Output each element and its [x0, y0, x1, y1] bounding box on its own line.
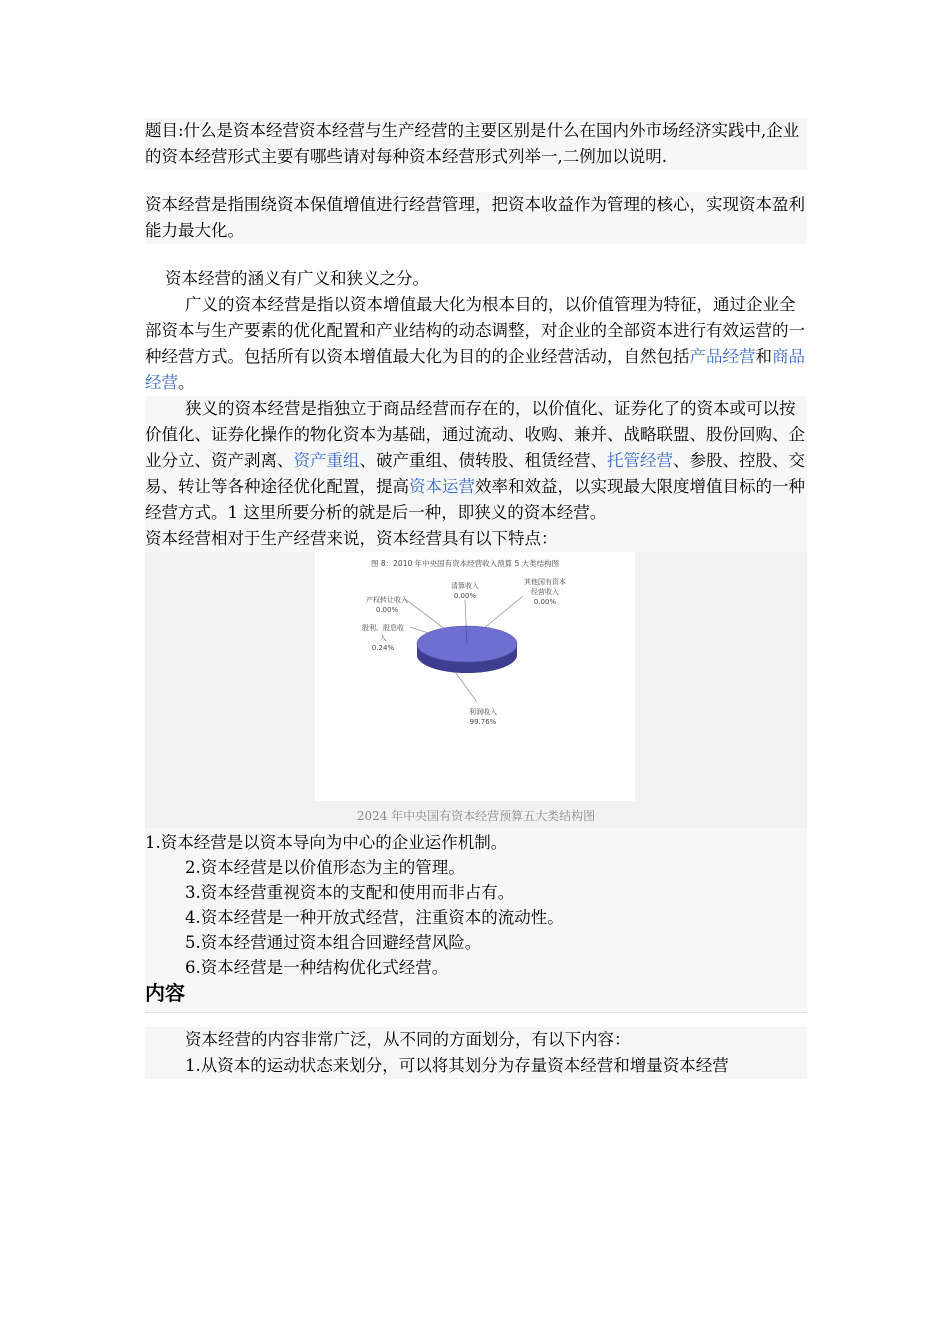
label-property: 产权转让收入: [366, 596, 408, 604]
label-other-2: 经营收入: [531, 588, 559, 596]
question-paragraph: 题目:什么是资本经营资本经营与生产经营的主要区别是什么在国内外市场经济实践中,企业的资本经营形式主要有哪些请对每种资本经营形式列举一,二例加以说明.: [145, 118, 807, 170]
definition-paragraph: 资本经营是指围绕资本保值增值进行经营管理，把资本收益作为管理的核心，实现资本盈利能力最大化。: [145, 192, 807, 244]
label-dividend-2: 入: [379, 634, 387, 642]
label-profit: 利润收入: [469, 708, 497, 716]
content-intro: 资本经营的内容非常广泛，从不同的方面划分，有以下内容：: [185, 1030, 631, 1049]
broad-text: 广义的资本经营是指以资本增值最大化为根本目的，以价值管理为特征，通过企业全部资本与生产要素的优化配置和产业结构的动态调整，对企业的全部资本进行有效运营的一种经营方式。包括所有以资本增值最大化为目的的企业经营活动，自然包括: [145, 295, 805, 366]
content-heading: 内容: [145, 980, 807, 1013]
feature-item-3: 3.资本经营重视资本的支配和使用而非占有。: [185, 883, 515, 902]
document-body: [145, 118, 807, 1079]
features-list: [145, 828, 807, 980]
broad-join: 和: [755, 347, 772, 366]
asset-restructuring-link[interactable]: 资产重组: [293, 451, 360, 470]
commodity-operation-link[interactable]: 商品经营: [145, 347, 805, 392]
label-other: 其他国有资本: [524, 578, 566, 586]
feature-item-5: 5.资本经营通过资本组合回避经营风险。: [185, 933, 482, 952]
narrow-part1: 狭义的资本经营是指独立于商品经营而存在的，以价值化、证券化了的资本或可以按价值化、证券化操作的物化资本为基础，通过流动、收购、兼并、战略联盟、股份回购、企业分立、资产剥离、: [145, 399, 805, 470]
leader-line-profit: [455, 672, 477, 702]
narrow-part3: 、参股、控股、交易、转让等各种途径优化配置，提高: [145, 451, 805, 496]
label-clearance: 清算收入: [451, 582, 479, 590]
scope-intro: 资本经营的涵义有广义和狭义之分。: [165, 269, 429, 288]
content-item-1: 1.从资本的运动状态来划分，可以将其划分为存量资本经营和增量资本经营: [185, 1056, 729, 1075]
narrow-part2: 、破产重组、债转股、租赁经营、: [359, 451, 607, 470]
value-property: 0.00%: [375, 606, 399, 614]
feature-item-1: 1.资本经营是以资本导向为中心的企业运作机制。: [145, 833, 508, 852]
product-operation-link[interactable]: 产品经营: [689, 347, 756, 366]
broad-end: 。: [178, 373, 195, 392]
features-intro: 资本经营相对于生产经营来说，资本经营具有以下特点：: [145, 526, 807, 552]
broad-paragraph: [145, 292, 807, 396]
narrow-part4: 效率和效益，以实现最大限度增值目标的一种经营方式。1 这里所要分析的就是后一种，即狭义的资本经营。: [145, 477, 805, 522]
trust-operation-link[interactable]: 托管经营: [607, 451, 673, 470]
narrow-paragraph: [145, 396, 807, 526]
value-clearance: 0.00%: [453, 592, 477, 600]
feature-item-2: 2.资本经营是以价值形态为主的管理。: [185, 858, 465, 877]
feature-item-4: 4.资本经营是一种开放式经营，注重资本的流动性。: [185, 908, 564, 927]
capital-operation-link[interactable]: 资本运营: [409, 477, 475, 496]
pie-chart-svg: [315, 552, 635, 801]
value-profit: 99.76%: [469, 718, 497, 726]
value-dividend: 0.24%: [371, 644, 395, 652]
pie-chart-image: [315, 552, 635, 801]
value-other: 0.00%: [533, 598, 557, 606]
label-dividend: 股利、股息收: [362, 624, 404, 632]
chart-title: 图 8：2010 年中央国有资本经营收入预算 5 大类结构图: [371, 559, 560, 568]
figure-caption: 2024 年中央国有资本经营预算五大类结构图: [356, 809, 596, 823]
feature-item-6: 6.资本经营是一种结构优化式经营。: [185, 958, 449, 977]
chart-figure: [145, 552, 807, 828]
